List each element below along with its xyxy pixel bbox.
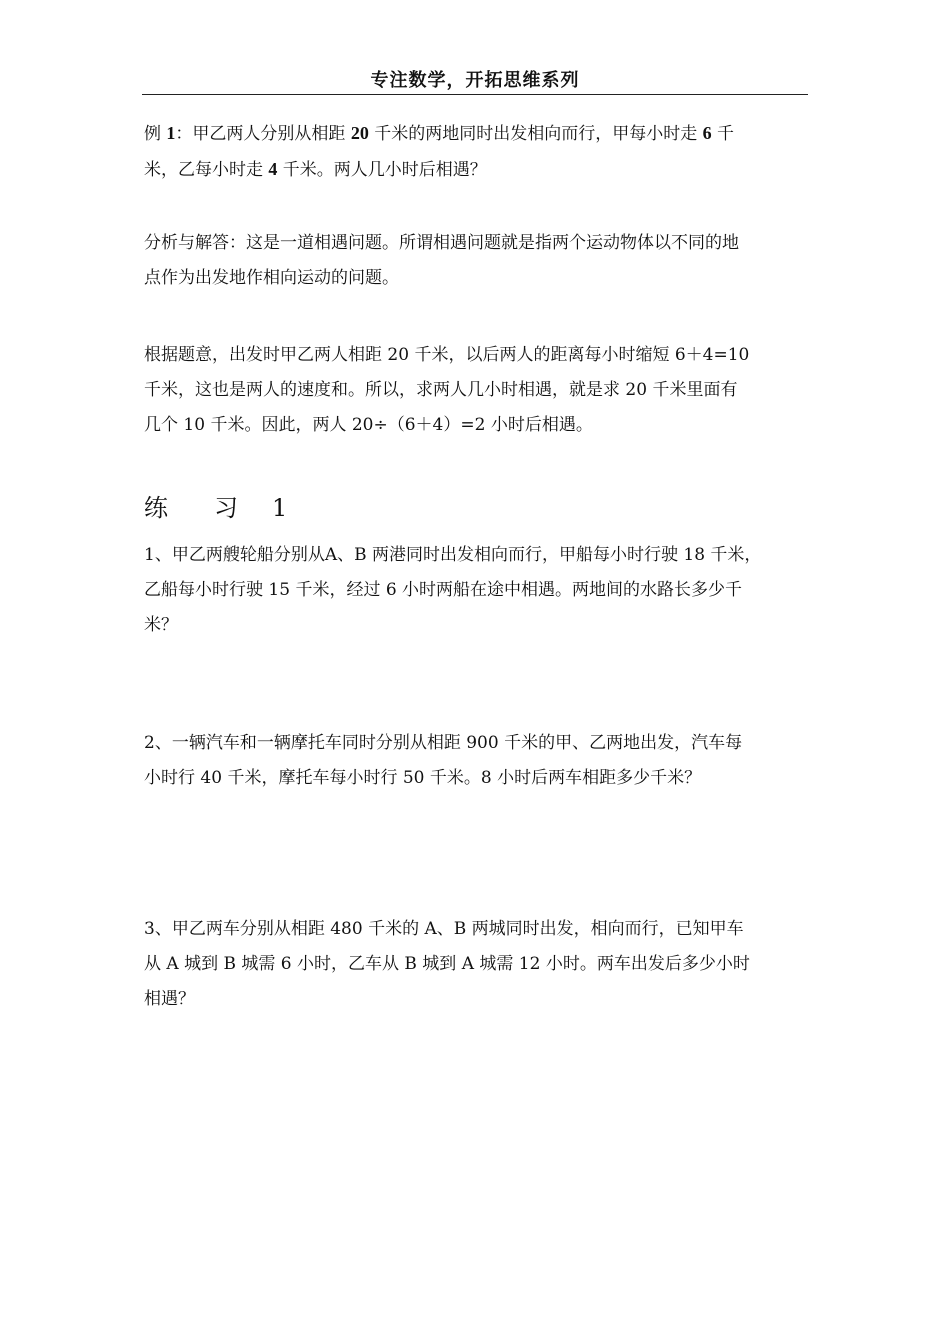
problem-3-line-1: 3、甲乙两车分别从相距 480 千米的 A、B 两城同时出发，相向而行，已知甲车 bbox=[144, 919, 744, 939]
solution-line-2: 千米，这也是两人的速度和。所以，求两人几小时相遇，就是求 20 千米里面有 bbox=[144, 380, 738, 400]
problem-1-line-2: 乙船每小时行驶 15 千米，经过 6 小时两船在途中相遇。两地间的水路长多少千 bbox=[144, 580, 743, 600]
example-1 bbox=[144, 116, 808, 188]
solution-paragraph bbox=[144, 338, 808, 443]
problem-3-line-3: 相遇？ bbox=[144, 989, 195, 1009]
header-divider bbox=[142, 94, 808, 95]
example-line-2: 米，乙每小时走 4 千米。两人几小时后相遇？ bbox=[144, 159, 487, 180]
analysis-paragraph bbox=[144, 226, 808, 296]
problem-2 bbox=[144, 726, 808, 796]
problem-3-line-2: 从 A 城到 B 城需 6 小时，乙车从 B 城到 A 城需 12 小时。两车出发后多少小时 bbox=[144, 954, 750, 974]
problem-3 bbox=[144, 912, 808, 1017]
page-header-title: 专注数学，开拓思维系列 bbox=[370, 70, 580, 91]
example-line-1: 例 1：甲乙两人分别从相距 20 千米的两地同时出发相向而行，甲每小时走 6 千 bbox=[144, 123, 735, 144]
problem-1-line-3: 米？ bbox=[144, 615, 178, 635]
practice-heading: 练 习 1 bbox=[144, 494, 288, 522]
analysis-line-2: 点作为出发地作相向运动的问题。 bbox=[144, 268, 399, 288]
problem-2-line-2: 小时行 40 千米，摩托车每小时行 50 千米。8 小时后两车相距多少千米？ bbox=[144, 768, 702, 788]
solution-line-1: 根据题意，出发时甲乙两人相距 20 千米，以后两人的距离每小时缩短 6＋4=10 bbox=[144, 345, 750, 365]
solution-line-3: 几个 10 千米。因此，两人 20÷（6＋4）=2 小时后相遇。 bbox=[144, 415, 593, 435]
problem-2-line-1: 2、一辆汽车和一辆摩托车同时分别从相距 900 千米的甲、乙两地出发，汽车每 bbox=[144, 733, 743, 753]
analysis-line-1: 分析与解答：这是一道相遇问题。所谓相遇问题就是指两个运动物体以不同的地 bbox=[144, 233, 739, 253]
problem-1 bbox=[144, 538, 808, 643]
problem-1-line-1: 1、甲乙两艘轮船分别从A、B 两港同时出发相向而行，甲船每小时行驶 18 千米， bbox=[144, 545, 762, 565]
